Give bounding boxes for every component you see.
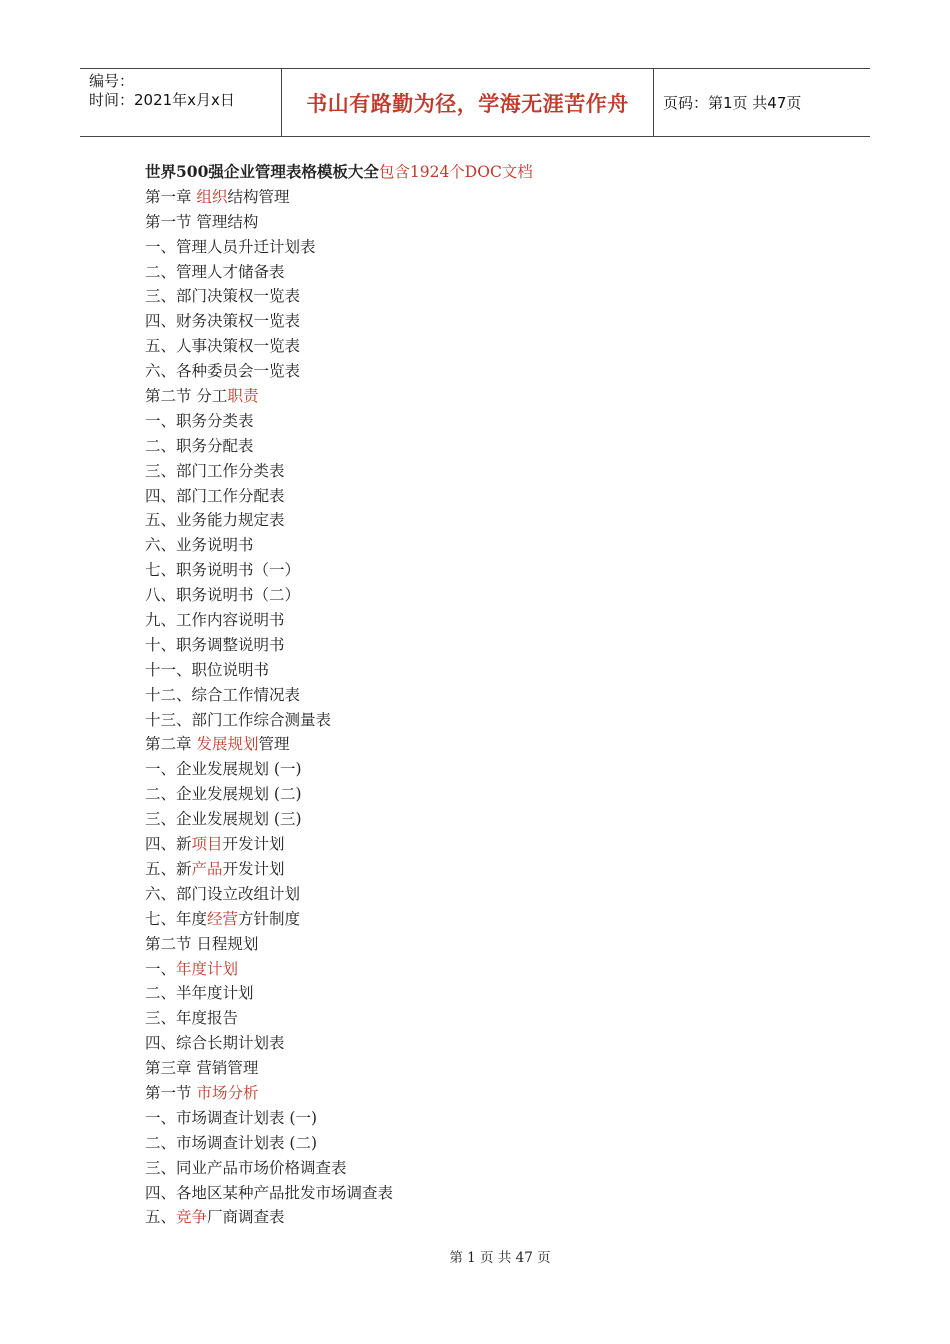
line-text: 一、市场调查计划表 (一) — [145, 1108, 318, 1127]
page-footer: 第 1 页 共 47 页 — [449, 1250, 551, 1266]
document-body — [145, 160, 845, 1230]
line-text: 三、部门工作分类表 — [145, 461, 285, 480]
line-text: 方针制度 — [238, 909, 301, 928]
line-text: 五、业务能力规定表 — [145, 511, 285, 530]
line-text: 八、职务说明书（二） — [145, 586, 301, 605]
highlighted-term: 经营 — [207, 909, 239, 928]
highlighted-term: 组织 — [196, 187, 228, 206]
header-motto: 书山有路勤为径，学海无涯苦作舟 — [282, 69, 654, 136]
line-text: 一、企业发展规划 (一) — [145, 760, 302, 779]
toc-line — [145, 384, 845, 409]
header-meta — [80, 69, 282, 136]
line-text: 开发计划 — [222, 859, 285, 878]
header-page-info: 页码：第1页 共47页 — [663, 94, 802, 112]
highlighted-term: 年度计划 — [176, 959, 239, 978]
toc-line — [145, 1205, 845, 1230]
toc-line — [145, 1006, 845, 1031]
line-text: 六、业务说明书 — [145, 536, 254, 555]
line-text: 世界500强企业管理表格模板大全 — [145, 162, 379, 181]
line-text: 第一章 — [145, 187, 197, 206]
line-text: 第二节 日程规划 — [145, 934, 259, 953]
toc-line — [145, 484, 845, 509]
toc-line — [145, 1081, 845, 1106]
toc-line — [145, 807, 845, 832]
toc-line — [145, 260, 845, 285]
line-text: 一、 — [145, 959, 177, 978]
toc-line — [145, 409, 845, 434]
toc-line — [145, 558, 845, 583]
toc-line — [145, 708, 845, 733]
line-text: 二、职务分配表 — [145, 436, 254, 455]
toc-line — [145, 857, 845, 882]
line-text: 五、新 — [145, 859, 192, 878]
toc-line — [145, 533, 845, 558]
line-text: 六、各种委员会一览表 — [145, 362, 301, 381]
toc-line — [145, 782, 845, 807]
line-text: 二、管理人才储备表 — [145, 262, 285, 281]
line-text: 六、部门设立改组计划 — [145, 884, 301, 903]
highlighted-term: 产品 — [191, 859, 223, 878]
toc-line — [145, 633, 845, 658]
highlighted-term: 项目 — [191, 835, 223, 854]
line-text: 二、半年度计划 — [145, 984, 254, 1003]
toc-line — [145, 210, 845, 235]
line-text: 十一、职位说明书 — [145, 660, 270, 679]
line-text: 二、企业发展规划 (二) — [145, 785, 302, 804]
line-text: 厂商调查表 — [207, 1208, 285, 1227]
toc-line — [145, 235, 845, 260]
line-text: 十、职务调整说明书 — [145, 635, 285, 654]
line-text: 一、管理人员升迁计划表 — [145, 237, 316, 256]
line-text: 三、年度报告 — [145, 1009, 239, 1028]
toc-line — [145, 757, 845, 782]
toc-line — [145, 882, 845, 907]
line-text: 四、新 — [145, 835, 192, 854]
line-text: 第三章 营销管理 — [145, 1059, 259, 1078]
toc-line — [145, 957, 845, 982]
number-label: 编号： — [89, 72, 135, 90]
line-text: 十三、部门工作综合测量表 — [145, 710, 332, 729]
highlighted-term: 发展规划 — [196, 735, 259, 754]
line-text: 结构管理 — [227, 187, 290, 206]
page-header — [80, 68, 870, 137]
toc-line — [145, 185, 845, 210]
line-text: 九、工作内容说明书 — [145, 611, 285, 630]
highlighted-term: 包含1924个DOC文档 — [378, 163, 533, 181]
line-text: 七、年度 — [145, 909, 208, 928]
document-title — [145, 160, 845, 185]
highlighted-term: 竞争 — [176, 1208, 208, 1227]
toc-line — [145, 683, 845, 708]
toc-line — [145, 1056, 845, 1081]
line-text: 三、部门决策权一览表 — [145, 287, 301, 306]
toc-line — [145, 732, 845, 757]
toc-line — [145, 832, 845, 857]
line-text: 四、各地区某种产品批发市场调查表 — [145, 1183, 394, 1202]
line-text: 一、职务分类表 — [145, 411, 254, 430]
line-text: 管理 — [258, 735, 290, 754]
highlighted-term: 职责 — [227, 387, 259, 406]
line-text: 第一节 管理结构 — [145, 212, 259, 231]
toc-line — [145, 932, 845, 957]
line-text: 第二节 分工 — [145, 387, 228, 406]
line-text: 四、财务决策权一览表 — [145, 312, 301, 331]
toc-line — [145, 284, 845, 309]
toc-line — [145, 459, 845, 484]
line-text: 第一节 — [145, 1083, 197, 1102]
toc-line — [145, 608, 845, 633]
line-text: 七、职务说明书（一） — [145, 561, 301, 580]
toc-line — [145, 508, 845, 533]
toc-line — [145, 359, 845, 384]
highlighted-term: 市场分析 — [196, 1083, 259, 1102]
toc-line — [145, 334, 845, 359]
line-text: 四、综合长期计划表 — [145, 1034, 285, 1053]
toc-line — [145, 658, 845, 683]
toc-line — [145, 1131, 845, 1156]
line-text: 开发计划 — [222, 835, 285, 854]
line-text: 第二章 — [145, 735, 197, 754]
line-text: 二、市场调查计划表 (二) — [145, 1133, 318, 1152]
toc-line — [145, 907, 845, 932]
toc-line — [145, 1106, 845, 1131]
toc-line — [145, 434, 845, 459]
toc-line — [145, 583, 845, 608]
toc-line — [145, 1156, 845, 1181]
line-text: 五、人事决策权一览表 — [145, 337, 301, 356]
toc-line — [145, 981, 845, 1006]
line-text: 五、 — [145, 1208, 177, 1227]
time-label: 时间：2021年x月x日 — [89, 91, 235, 109]
line-text: 三、企业发展规划 (三) — [145, 810, 302, 829]
toc-line — [145, 1031, 845, 1056]
line-text: 四、部门工作分配表 — [145, 486, 285, 505]
line-text: 十二、综合工作情况表 — [145, 685, 301, 704]
toc-line — [145, 309, 845, 334]
toc-line — [145, 1181, 845, 1206]
line-text: 三、同业产品市场价格调查表 — [145, 1158, 347, 1177]
